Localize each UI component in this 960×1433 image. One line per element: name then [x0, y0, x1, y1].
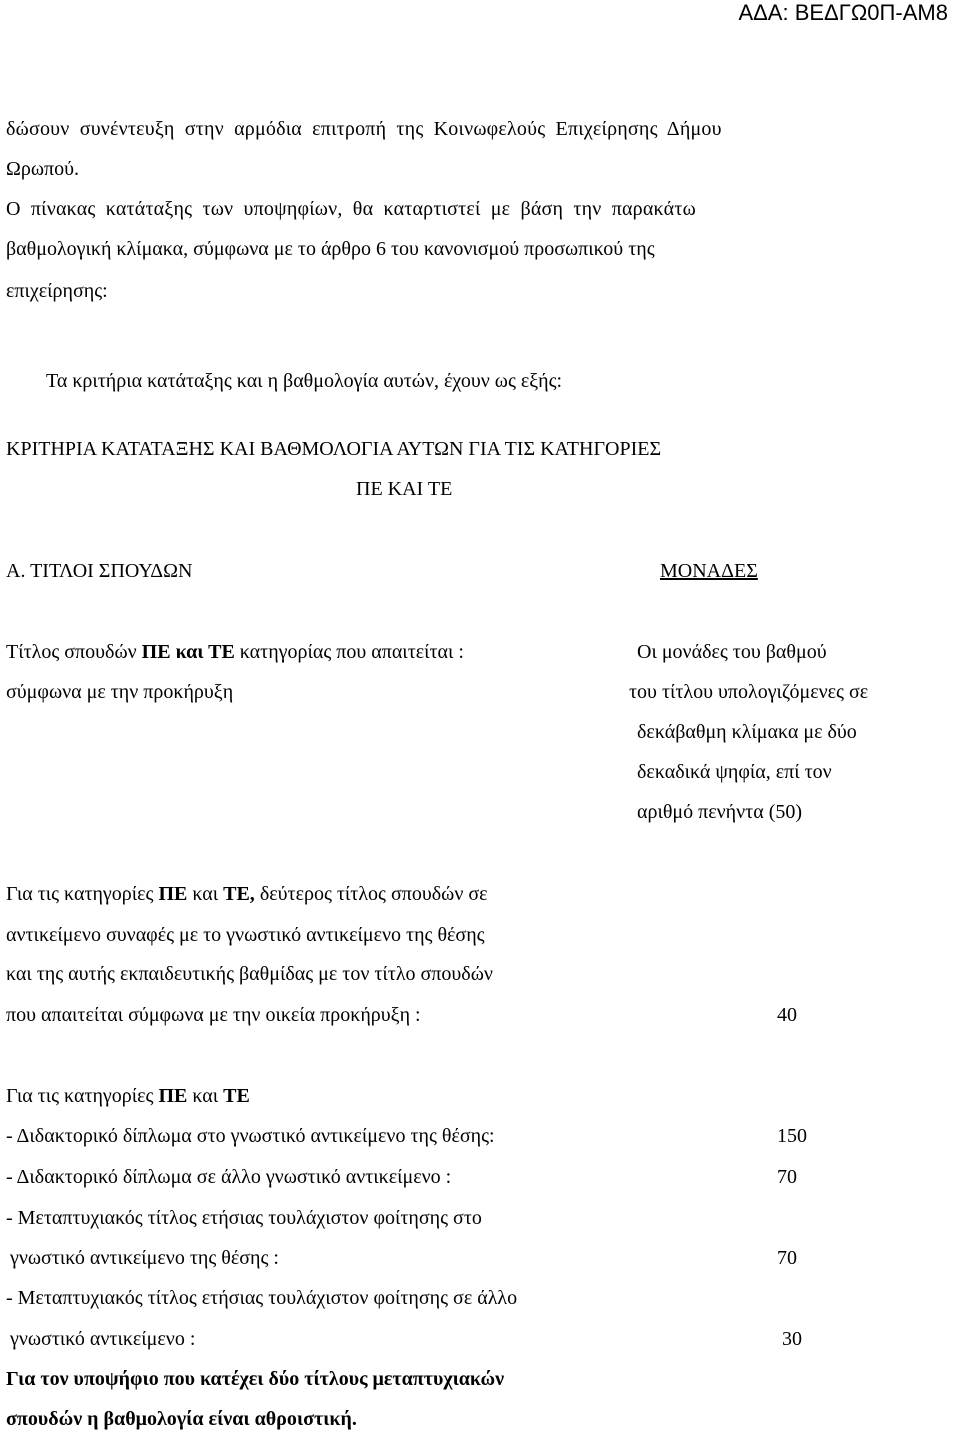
document-title-line-1: ΚΡΙΤΗΡΙΑ ΚΑΤΑΤΑΞΗΣ ΚΑΙ ΒΑΘΜΟΛΟΓΙΑ ΑΥΤΩΝ ΓΙΑ ΤΙΣ ΚΑΤΗΓΟΡΙΕΣ [6, 438, 662, 460]
cumulative-note-line-2: σπουδών η βαθμολογία είναι αθροιστική. [6, 1408, 357, 1430]
second-degree-points: 40 [777, 1004, 797, 1026]
masters-other-field-points: 30 [782, 1328, 802, 1350]
units-note-line-1: Οι μονάδες του βαθμού [637, 641, 827, 663]
document-title-line-2: ΠΕ ΚΑΙ ΤΕ [356, 478, 453, 500]
section-a-heading: Α. ΤΙΤΛΟΙ ΣΠΟΥΔΩΝ [6, 560, 193, 582]
intro-line-2: Ωρωπού. [6, 158, 80, 180]
phd-other-field-points: 70 [777, 1166, 797, 1188]
phd-same-field: - Διδακτορικό δίπλωμα στο γνωστικό αντικείμενο της θέσης: [6, 1125, 495, 1147]
intro-line-3: Ο πίνακας κατάταξης των υποψηφίων, θα καταρτιστεί με βάση την παρακάτω [6, 198, 696, 220]
units-note-line-5: αριθμό πενήντα (50) [637, 801, 803, 823]
criteria-intro: Τα κριτήρια κατάταξης και η βαθμολογία αυτών, έχουν ως εξής: [46, 370, 563, 392]
intro-line-1: δώσουν συνέντευξη στην αρμόδια επιτροπή της Κοινωφελούς Επιχείρησης Δήμου [6, 118, 722, 140]
masters-same-field-cont: γνωστικό αντικείμενο της θέσης : [10, 1247, 279, 1269]
postgrad-heading: Για τις κατηγορίες ΠΕ και ΤΕ [6, 1085, 250, 1107]
units-note-line-3: δεκάβαθμη κλίμακα με δύο [637, 721, 857, 743]
intro-line-5: επιχείρησης: [6, 280, 108, 302]
second-degree-line-1: Για τις κατηγορίες ΠΕ και ΤΕ, δεύτερος τίτλος σπουδών σε [6, 883, 488, 905]
second-degree-line-3: και της αυτής εκπαιδευτικής βαθμίδας με τον τίτλο σπουδών [6, 963, 493, 985]
masters-same-field: - Μεταπτυχιακός τίτλος ετήσιας τουλάχιστον φοίτησης στο [6, 1207, 482, 1229]
masters-other-field-cont: γνωστικό αντικείμενο : [10, 1328, 196, 1350]
phd-other-field: - Διδακτορικό δίπλωμα σε άλλο γνωστικό αντικείμενο : [6, 1166, 452, 1188]
units-note-line-2: του τίτλου υπολογιζόμενες σε [629, 681, 869, 703]
second-degree-line-2: αντικείμενο συναφές με το γνωστικό αντικείμενο της θέσης [6, 924, 485, 946]
units-note-line-4: δεκαδικά ψηφία, επί τον [637, 761, 832, 783]
masters-other-field: - Μεταπτυχιακός τίτλος ετήσιας τουλάχιστον φοίτησης σε άλλο [6, 1287, 518, 1309]
degree-requirement-line-1: Τίτλος σπουδών ΠΕ και ΤΕ κατηγορίας που απαιτείται : [6, 641, 464, 663]
units-heading: ΜΟΝΑΔΕΣ [660, 560, 758, 582]
intro-line-4: βαθμολογική κλίμακα, σύμφωνα με το άρθρο 6 του κανονισμού προσωπικού της [6, 238, 655, 260]
cumulative-note-line-1: Για τον υποψήφιο που κατέχει δύο τίτλους μεταπτυχιακών [6, 1368, 505, 1390]
second-degree-line-4: που απαιτείται σύμφωνα με την οικεία προκήρυξη : [6, 1004, 421, 1026]
degree-requirement-line-2: σύμφωνα με την προκήρυξη [6, 681, 234, 703]
masters-same-field-points: 70 [777, 1247, 797, 1269]
ada-code: ΑΔΑ: ΒΕΔΓΩ0Π-ΑΜ8 [738, 0, 948, 25]
phd-same-field-points: 150 [777, 1125, 807, 1147]
